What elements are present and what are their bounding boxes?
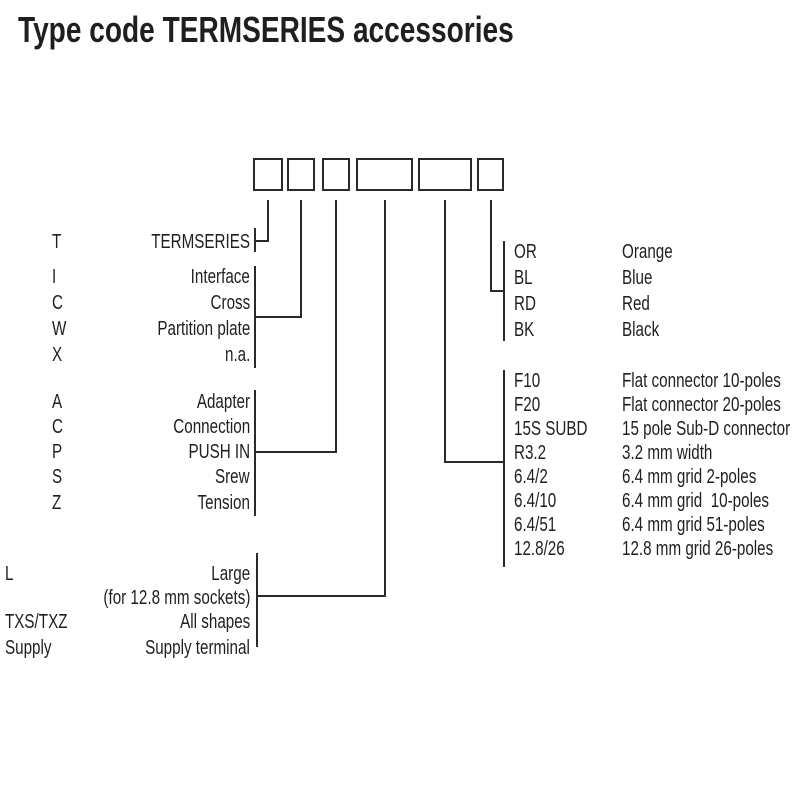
row-black — [514, 320, 800, 340]
label-r32: 3.2 mm width — [622, 442, 713, 464]
code-supply: Supply — [5, 637, 52, 659]
bracket-connector-link — [444, 461, 505, 463]
label-orange: Orange — [622, 241, 673, 263]
row-all-shapes — [0, 612, 250, 632]
code-BL: BL — [514, 267, 533, 289]
label-f20: Flat connector 20-poles — [622, 394, 781, 416]
code-64-10: 6.4/10 — [514, 490, 557, 512]
code-P: P — [52, 441, 63, 463]
row-srew — [0, 467, 250, 487]
row-na — [0, 345, 250, 365]
code-F10: F10 — [514, 370, 541, 392]
code-OR: OR — [514, 241, 537, 263]
label-64-51: 6.4 mm grid 51-poles — [622, 514, 765, 536]
row-red — [514, 294, 800, 314]
row-partition-plate — [0, 319, 250, 339]
label-blue: Blue — [622, 267, 653, 289]
code-I: I — [52, 266, 57, 288]
code-box-1 — [253, 158, 283, 191]
bracket-function-link — [254, 451, 337, 453]
bracket-function — [254, 390, 256, 516]
bracket-series-link — [254, 240, 269, 242]
label-black: Black — [622, 319, 660, 341]
label-partition-plate: Partition plate — [157, 318, 250, 340]
row-blue — [514, 268, 800, 288]
code-box-6 — [477, 158, 504, 191]
connector-stem-6 — [490, 200, 492, 292]
label-push-in: PUSH IN — [188, 441, 250, 463]
connector-stem-1 — [267, 200, 269, 242]
code-S: S — [52, 466, 63, 488]
label-64-2: 6.4 mm grid 2-poles — [622, 466, 757, 488]
row-adapter — [0, 392, 250, 412]
row-connection — [0, 417, 250, 437]
label-connection: Connection — [173, 416, 250, 438]
label-all-shapes: All shapes — [179, 611, 250, 633]
bracket-color-link — [490, 290, 505, 292]
label-na: n.a. — [224, 344, 250, 366]
label-red: Red — [622, 293, 650, 315]
label-f10: Flat connector 10-poles — [622, 370, 781, 392]
label-supply-terminal: Supply terminal — [145, 637, 250, 659]
bracket-shape-link — [254, 316, 302, 318]
connector-stem-4 — [384, 200, 386, 597]
code-64-2: 6.4/2 — [514, 466, 548, 488]
connector-stem-3 — [335, 200, 337, 453]
code-RD: RD — [514, 293, 536, 315]
code-T: T — [52, 231, 62, 253]
label-tension: Tension — [197, 492, 250, 514]
code-C2: C — [52, 416, 63, 438]
row-push-in — [0, 442, 250, 462]
row-orange — [514, 242, 800, 262]
row-128-26 — [514, 539, 800, 559]
connector-stem-2 — [300, 200, 302, 318]
label-128-26: 12.8 mm grid 26-poles — [622, 538, 774, 560]
row-supply — [0, 638, 250, 658]
label-interface: Interface — [190, 266, 250, 288]
row-64-51 — [514, 515, 800, 535]
label-large-note: (for 12.8 mm sockets) — [103, 587, 250, 609]
label-cross: Cross — [210, 292, 250, 314]
label-adapter: Adapter — [196, 391, 250, 413]
page-title: Type code TERMSERIES accessories — [18, 9, 514, 50]
row-termseries — [0, 232, 250, 252]
code-box-3 — [322, 158, 350, 191]
code-box-4 — [356, 158, 413, 191]
code-128-26: 12.8/26 — [514, 538, 565, 560]
label-srew: Srew — [215, 466, 250, 488]
row-64-10 — [514, 491, 800, 511]
label-large: Large — [211, 563, 250, 585]
code-15S-SUBD: 15S SUBD — [514, 418, 588, 440]
connector-stem-5 — [444, 200, 446, 463]
code-64-51: 6.4/51 — [514, 514, 557, 536]
row-r32 — [514, 443, 800, 463]
code-Z: Z — [52, 492, 62, 514]
code-box-5 — [418, 158, 472, 191]
row-tension — [0, 493, 250, 513]
code-BK: BK — [514, 319, 535, 341]
code-L: L — [5, 563, 14, 585]
row-cross — [0, 293, 250, 313]
code-TXS-TXZ: TXS/TXZ — [5, 611, 68, 633]
row-large-note — [0, 588, 250, 608]
code-W: W — [52, 318, 67, 340]
code-X: X — [52, 344, 63, 366]
bracket-size-link — [256, 595, 386, 597]
code-A: A — [52, 391, 63, 413]
row-f20 — [514, 395, 800, 415]
code-R3-2: R3.2 — [514, 442, 547, 464]
row-15s-subd — [514, 419, 800, 439]
label-15s-subd: 15 pole Sub-D connector — [622, 418, 791, 440]
row-large — [0, 564, 250, 584]
code-F20: F20 — [514, 394, 541, 416]
row-64-2 — [514, 467, 800, 487]
code-C: C — [52, 292, 63, 314]
code-box-2 — [287, 158, 315, 191]
label-termseries: TERMSERIES — [151, 231, 250, 253]
row-interface — [0, 267, 250, 287]
bracket-connector — [503, 370, 505, 567]
row-f10 — [514, 371, 800, 391]
bracket-size — [256, 553, 258, 647]
label-64-10: 6.4 mm grid 10-poles — [622, 490, 770, 512]
